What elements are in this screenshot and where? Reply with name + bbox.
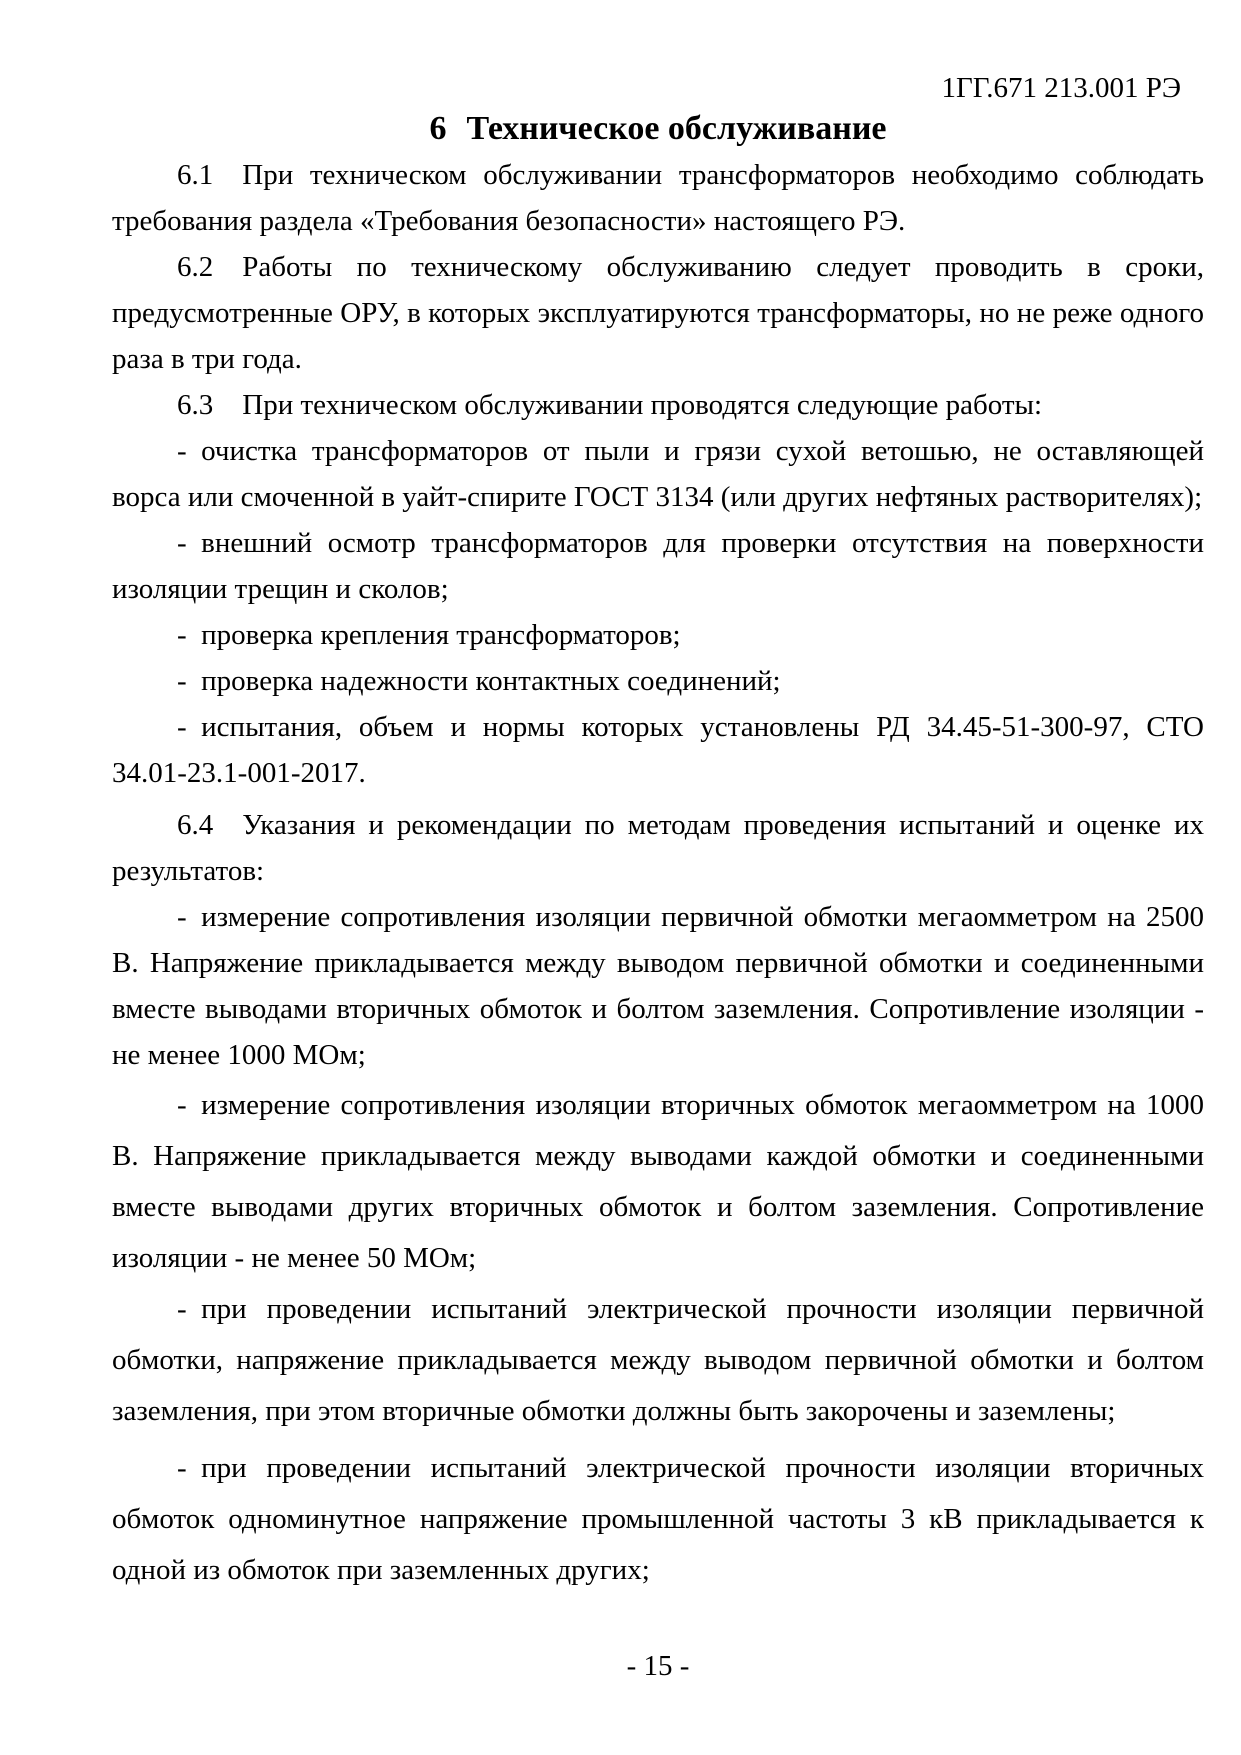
- list-item-visual-inspection: - внешний осмотр трансформаторов для проверки отсутствия на поверхности изоляции трещин и сколов;: [112, 527, 1204, 605]
- section-title: Техническое обслуживание: [466, 110, 887, 147]
- list-item-contact-check: - проверка надежности контактных соединений;: [177, 665, 781, 697]
- list-item-tests: - испытания, объем и нормы которых установлены РД 34.45-51-300-97, СТО 34.01-23.1-001-2017.: [112, 711, 1204, 789]
- page-number: - 15 -: [626, 1650, 690, 1682]
- list-item-mounting-check: - проверка крепления трансформаторов;: [177, 619, 681, 651]
- section-number: 6: [429, 110, 447, 147]
- paragraph-6-1: 6.1 При техническом обслуживании трансформаторов необходимо соблюдать требования раздела «Требования безопасности» настоящего РЭ.: [112, 159, 1204, 237]
- page-content: [112, 0, 1204, 1684]
- paragraph-6-4: 6.4 Указания и рекомендации по методам проведения испытаний и оценке их результатов:: [112, 809, 1204, 887]
- paragraph-6-2: 6.2 Работы по техническому обслуживанию следует проводить в сроки, предусмотренные ОРУ, в которых эксплуатируются трансформаторы, но не реже одного раза в три года.: [112, 251, 1204, 375]
- list-item-cleaning: - очистка трансформаторов от пыли и грязи сухой ветошью, не оставляющей ворса или смоченной в уайт-спирите ГОСТ 3134 (или других нефтяных растворителях);: [112, 435, 1204, 513]
- list-item-primary-dielectric-test: - при проведении испытаний электрической прочности изоляции первичной обмотки, напряжение прикладывается между выводом первичной обмотки и болтом заземления, при этом вторичные обмотки должны быть закорочены и заземлены;: [112, 1293, 1204, 1427]
- list-item-secondary-dielectric-test: - при проведении испытаний электрической прочности изоляции вторичных обмоток одноминутное напряжение промышленной частоты 3 кВ прикладывается к одной из обмоток при заземленных других;: [112, 1452, 1204, 1586]
- paragraph-6-3: 6.3 При техническом обслуживании проводятся следующие работы:: [177, 389, 1043, 421]
- section-heading: [112, 109, 1204, 149]
- list-item-secondary-insulation-resistance: - измерение сопротивления изоляции вторичных обмоток мегаомметром на 1000 В. Напряжение прикладывается между выводами каждой обмотки и соединенными вместе выводами других вторичных обмоток и болтом заземления. Сопротивление изоляции - не менее 50 МОм;: [112, 1089, 1204, 1274]
- list-item-primary-insulation-resistance: - измерение сопротивления изоляции первичной обмотки мегаомметром на 2500 В. Напряжение прикладывается между выводом первичной обмотки и соединенными вместе выводами вторичных обмоток и болтом заземления. Сопротивление изоляции - не менее 1000 МОм;: [112, 901, 1204, 1071]
- document-code: 1ГГ.671 213.001 РЭ: [941, 72, 1181, 104]
